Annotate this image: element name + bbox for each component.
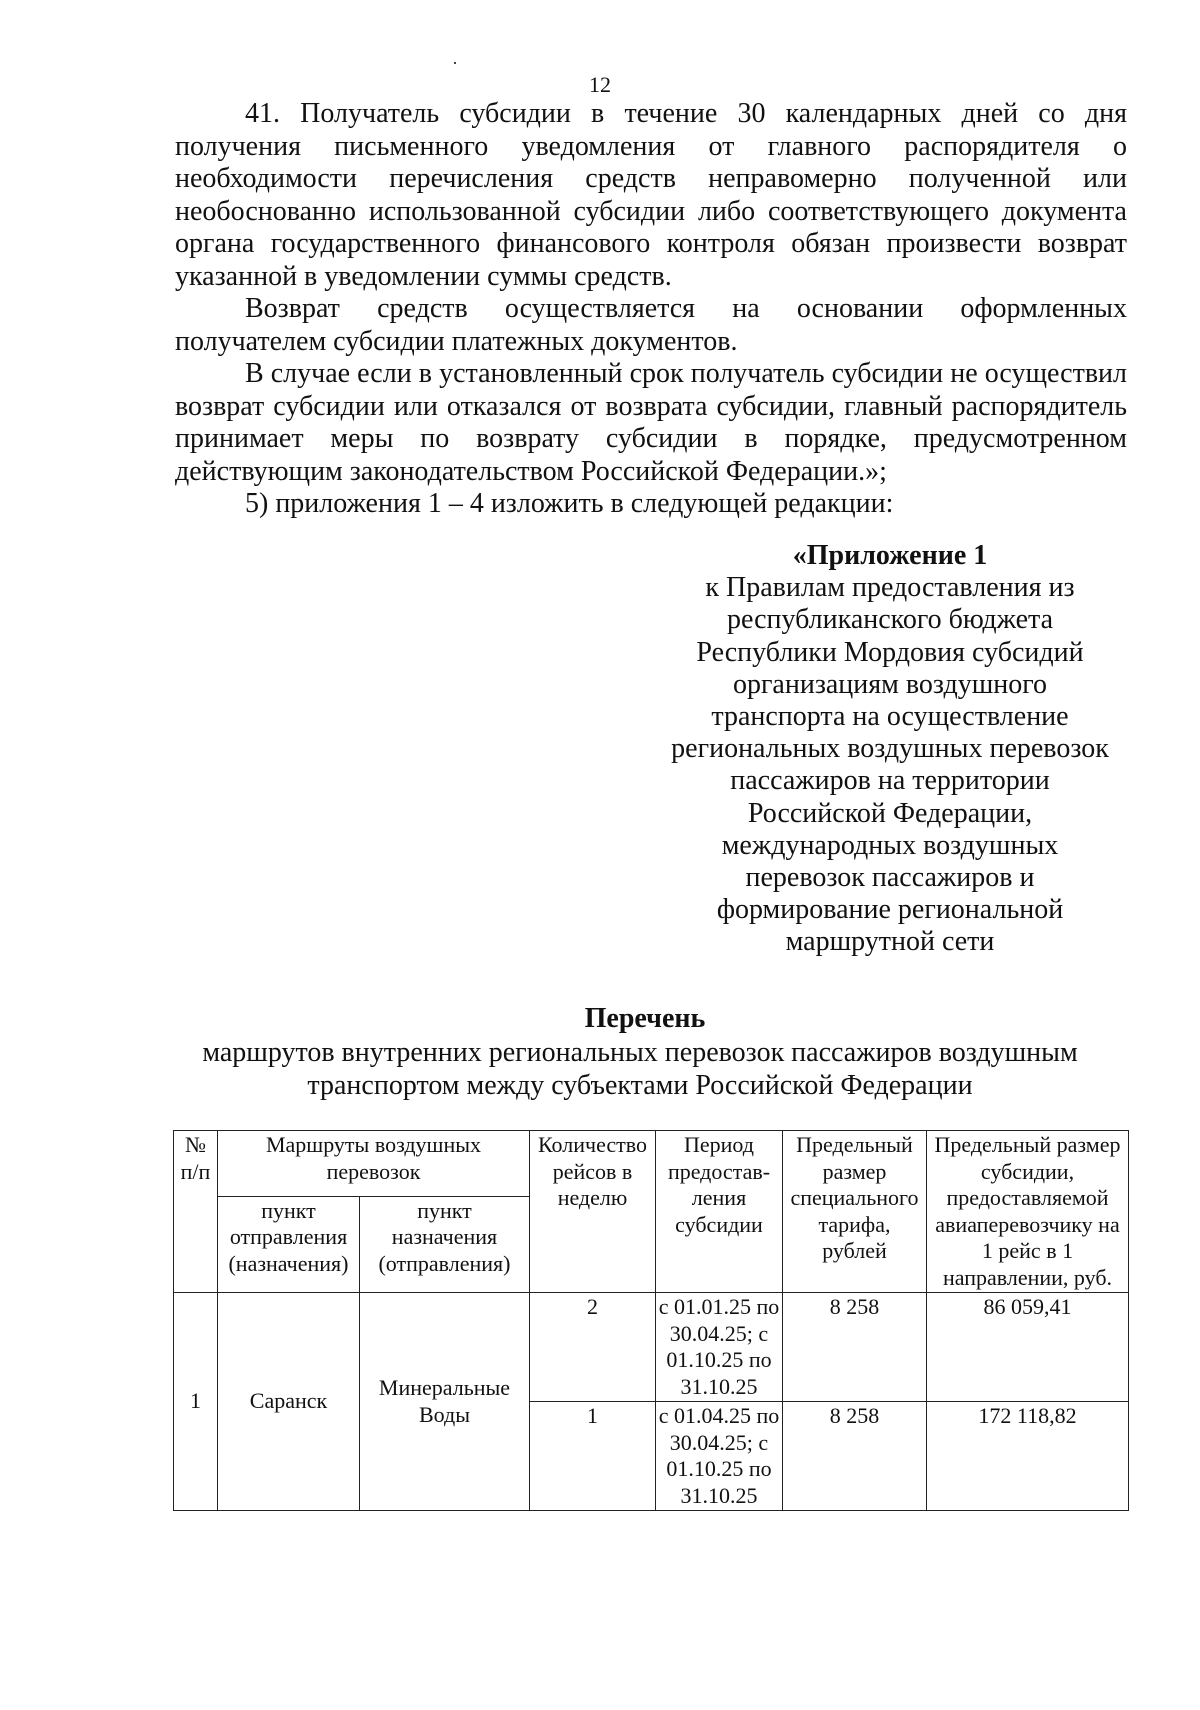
page-number: 12 [589,72,611,97]
paragraph-failure: В случае если в установленный срок получатель субсидии не осуществил возврат субсидии или отказался от возврата субсидии, главный распорядитель принимает меры по возврату субсидии в порядке, предусмотренном действующим законодательством Российской Федерации.»; [175,358,1127,487]
cell-flights: 2 [530,1293,656,1402]
header-departure: пункт отправления (назначения) [218,1196,360,1293]
body-text [175,98,1127,521]
cell-tariff: 8 258 [783,1402,927,1511]
header-num: № п/п [174,1131,218,1293]
paragraph-return: Возврат средств осуществляется на основании оформленных получателем субсидии платежных документов. [175,293,1127,357]
table-header-row [174,1131,1129,1197]
table-row [174,1293,1129,1402]
cell-flights: 1 [530,1402,656,1511]
cell-subsidy: 86 059,41 [927,1293,1129,1402]
cell-period: с 01.01.25 по 30.04.25; с 01.10.25 по 31.10.25 [656,1293,783,1402]
routes-table [173,1130,1129,1511]
cell-arrival: Минеральные Воды [360,1293,530,1511]
header-arrival: пункт назначения (отправления) [360,1196,530,1293]
list-title: Перечень [584,1003,706,1034]
paragraph-amendment: 5) приложения 1 – 4 изложить в следующей редакции: [245,488,894,519]
cell-departure: Саранск [218,1293,360,1511]
cell-num: 1 [174,1293,218,1511]
header-tariff: Предельный размер специального тарифа, рублей [783,1131,927,1293]
scan-speck [454,62,456,64]
header-subsidy: Предельный размер субсидии, предоставляемой авиаперевозчику на 1 рейс в 1 направлении, руб. [927,1131,1129,1293]
header-routes: Маршруты воздушных перевозок [218,1131,530,1197]
appendix-heading: «Приложение 1 [792,540,988,571]
header-flights: Количество рейсов в неделю [530,1131,656,1293]
paragraph-41: 41. Получатель субсидии в течение 30 календарных дней со дня получения письменного уведомления от главного распорядителя о необходимости перечисления средств неправомерно полученной или необоснованно использованной субсидии либо соответствующего документа органа государственного финансового контроля обязан произвести возврат указанной в уведомлении суммы средств. [175,98,1127,292]
cell-tariff: 8 258 [783,1293,927,1402]
appendix-header [660,540,1120,959]
cell-period: с 01.04.25 по 30.04.25; с 01.10.25 по 31.10.25 [656,1402,783,1511]
header-period: Период предостав-ления субсидии [656,1131,783,1293]
cell-subsidy: 172 118,82 [927,1402,1129,1511]
list-subtitle: маршрутов внутренних региональных перевозок пассажиров воздушным транспортом между субъектами Российской Федерации [202,1037,1078,1101]
appendix-body: к Правилам предоставления из республиканского бюджета Республики Мордовия субсидий организациям воздушного транспорта на осуществление региональных воздушных перевозок пассажиров на территории Российской Федерации, международных воздушных перевозок пассажиров и формирование региональной маршрутной сети [671,572,1109,958]
